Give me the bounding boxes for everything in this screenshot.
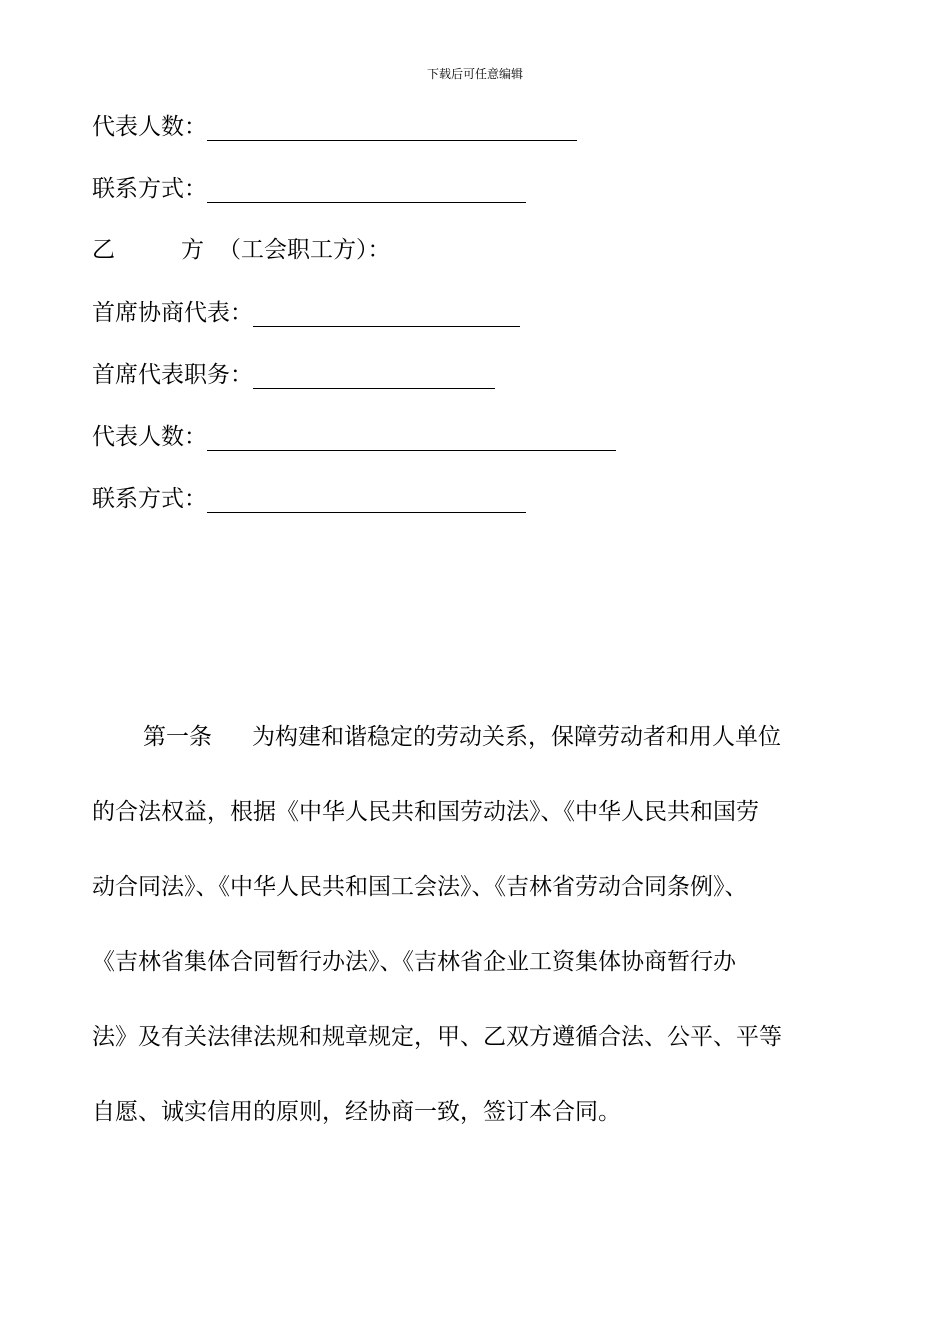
representative-count-blank[interactable] — [207, 110, 577, 141]
party-b-char2: 方 — [181, 237, 204, 263]
article1-heading: 第一条 — [143, 724, 212, 750]
chief-negotiator-blank[interactable] — [253, 296, 520, 327]
article1-text-line: 的合法权益，根据《中华人民共和国劳动法》、《中华人民共和国劳 — [92, 799, 759, 825]
party-b-char1: 乙 — [92, 237, 115, 263]
representative-count-blank[interactable] — [207, 420, 616, 451]
field-label: 代表人数： — [92, 424, 207, 450]
contact-blank[interactable] — [207, 172, 526, 203]
article1-text-line: 为构建和谐稳定的劳动关系，保障劳动者和用人单位 — [252, 724, 781, 750]
contact-blank[interactable] — [207, 482, 526, 513]
field-label: 首席协商代表： — [92, 300, 253, 326]
field-label: 代表人数： — [92, 114, 207, 140]
field-label: 联系方式： — [92, 486, 207, 512]
chief-position-blank[interactable] — [253, 358, 495, 389]
header-note: 下载后可任意编辑 — [426, 67, 523, 81]
article1-first-line — [143, 720, 781, 754]
article1-text-line: 动合同法》、《中华人民共和国工会法》、《吉林省劳动合同条例》、 — [92, 874, 748, 900]
party-a-contact-row — [92, 172, 526, 206]
party-a-representative-count-row — [92, 110, 577, 144]
article1-text-line: 自愿、诚实信用的原则，经协商一致，签订本合同。 — [92, 1099, 621, 1125]
party-b-heading — [92, 233, 391, 267]
party-b-description: （工会职工方）： — [218, 237, 391, 263]
article1-text-line: 《吉林省集体合同暂行办法》、《吉林省企业工资集体协商暂行办 — [92, 949, 736, 975]
field-label: 联系方式： — [92, 176, 207, 202]
field-label: 首席代表职务： — [92, 362, 253, 388]
party-b-chief-position-row — [92, 358, 495, 392]
article1-text-line: 法》及有关法律法规和规章规定，甲、乙双方遵循合法、公平、平等 — [92, 1024, 782, 1050]
party-b-representative-count-row — [92, 420, 616, 454]
party-b-chief-negotiator-row — [92, 296, 520, 330]
party-b-contact-row — [92, 482, 526, 516]
